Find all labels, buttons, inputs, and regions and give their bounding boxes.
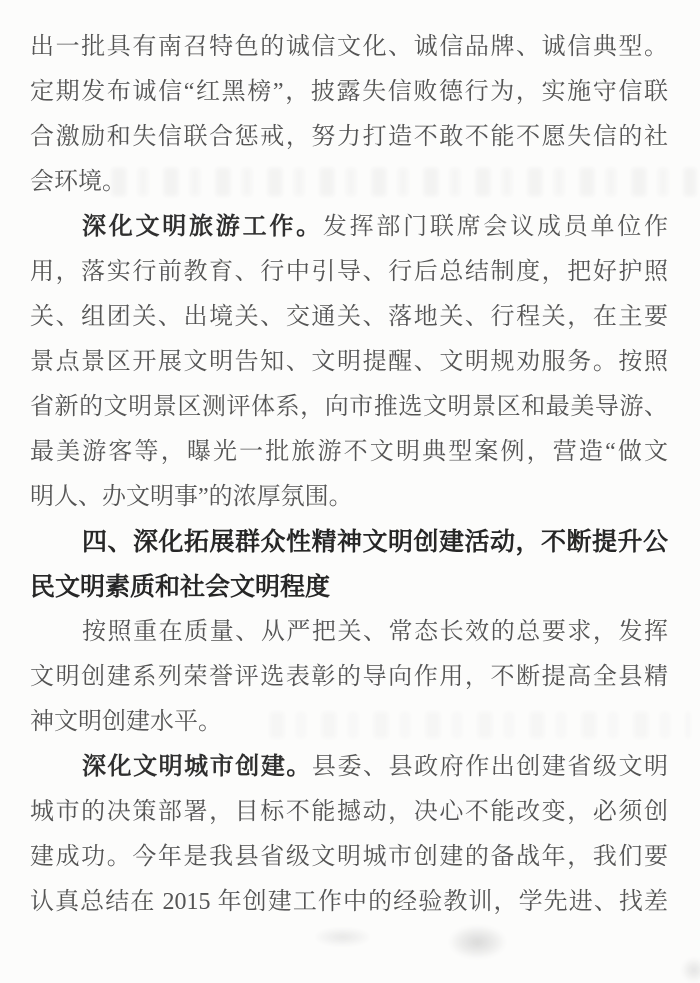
text-line — [30, 70, 668, 115]
text-line — [30, 385, 668, 430]
line-text: 按照重在质量、从严把关、常态长效的总要求，发挥 — [82, 619, 668, 645]
heading-text: 民文明素质和社会文明程度 — [30, 573, 331, 601]
text-line — [30, 835, 668, 880]
text-line — [30, 295, 668, 340]
section-heading-line — [30, 565, 668, 610]
text-line — [30, 205, 668, 250]
line-text: 省新的文明景区测评体系，向市推选文明景区和最美导游、 — [30, 394, 668, 420]
line-text: 建成功。今年是我县省级文明城市创建的备战年，我们要 — [30, 844, 668, 870]
line-text: 认真总结在 2015 年创建工作中的经验教训，学先进、找差 — [30, 889, 668, 915]
text-line — [30, 115, 668, 160]
line-text: 关、组团关、出境关、交通关、落地关、行程关，在主要 — [30, 304, 668, 330]
line-text: 文明创建系列荣誉评选表彰的导向作用，不断提高全县精 — [30, 664, 668, 690]
line-text: 合激励和失信联合惩戒，努力打造不敢不能不愿失信的社 — [30, 124, 668, 150]
line-text: 最美游客等，曝光一批旅游不文明典型案例，营造“做文 — [30, 439, 668, 465]
line-text: 城市的决策部署，目标不能撼动，决心不能改变，必须创 — [30, 799, 668, 825]
text-line — [30, 700, 668, 745]
line-text: 会环境。 — [30, 169, 126, 195]
bold-lead: 深化文明旅游工作。 — [82, 214, 323, 240]
line-text: 发挥部门联席会议成员单位作 — [322, 214, 669, 240]
section-heading-line — [30, 520, 668, 565]
text-line — [30, 745, 668, 790]
text-line — [30, 430, 668, 475]
text-line — [30, 250, 668, 295]
text-line — [30, 610, 668, 655]
line-text: 神文明创建水平。 — [30, 709, 222, 735]
scan-smudge — [450, 926, 505, 958]
line-text: 用，落实行前教育、行中引导、行后总结制度，把好护照 — [30, 259, 668, 285]
line-text: 明人、办文明事”的浓厚氛围。 — [30, 484, 353, 510]
text-line — [30, 790, 668, 835]
line-text: 出一批具有南召特色的诚信文化、诚信品牌、诚信典型。 — [30, 34, 668, 60]
text-line — [30, 25, 668, 70]
line-text: 县委、县政府作出创建省级文明 — [311, 754, 669, 780]
bold-lead: 深化文明城市创建。 — [82, 754, 312, 780]
document-text-block — [30, 25, 668, 925]
text-line — [30, 340, 668, 385]
text-line — [30, 655, 668, 700]
text-line — [30, 160, 668, 205]
line-text: 景点景区开展文明告知、文明提醒、文明规劝服务。按照 — [30, 349, 668, 375]
scan-smudge — [315, 928, 370, 946]
text-line — [30, 880, 668, 925]
scan-smudge — [682, 958, 700, 982]
line-text: 定期发布诚信“红黑榜”，披露失信败德行为，实施守信联 — [30, 79, 668, 105]
text-line — [30, 475, 668, 520]
heading-text: 四、深化拓展群众性精神文明创建活动，不断提升公 — [82, 528, 668, 556]
